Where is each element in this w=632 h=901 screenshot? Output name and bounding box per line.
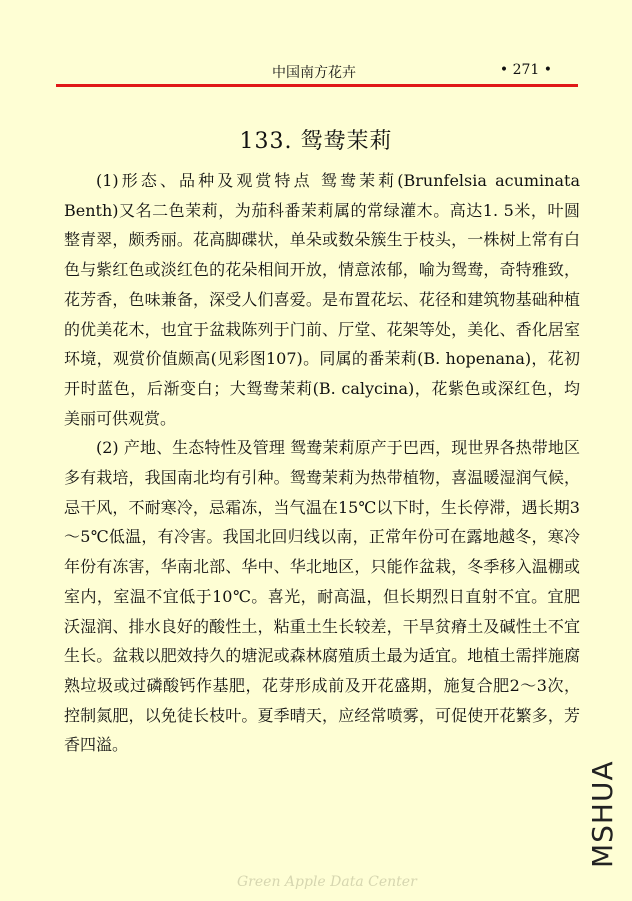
- paragraph-ecology: (2) 产地、生态特性及管理 鸳鸯茉莉原产于巴西，现世界各热带地区多有栽培，我国南北均有引种。鸳鸯茉莉为热带植物，喜温暖湿润气候，忌干风，不耐寒冷，忌霜冻，当气温在15℃以下时，生长停滞，遇长期3～5℃低温，有冷害。我国北回归线以南，正常年份可在露地越冬，寒冷年份有冻害，华南北部、华中、华北地区，只能作盆栽，冬季移入温棚或室内，室温不宜低于10℃。喜光，耐高温，但长期烈日直射不宜。宜肥沃湿润、排水良好的酸性土，粘重土生长较差，干旱贫瘠土及碱性土不宜生长。盆栽以肥效持久的塘泥或森林腐殖质土最为适宜。地植土需拌施腐熟垃圾或过磷酸钙作基肥，花芽形成前及开花盛期，施复合肥2～3次，控制氮肥，以免徒长枝叶。夏季晴天，应经常喷雾，可促使开花繁多，芳香四溢。: [64, 438, 580, 755]
- body-text: [64, 166, 580, 760]
- side-watermark: MSHUA: [586, 760, 619, 868]
- watermark: Green Apple Data Center: [237, 874, 417, 890]
- page-number: • 271 •: [499, 62, 552, 78]
- header-rule: [56, 84, 578, 87]
- book-title: 中国南方花卉: [272, 65, 356, 81]
- running-header: [58, 62, 576, 86]
- paragraph-morphology: (1)形态、品种及观赏特点 鸳鸯茉莉(Brunfelsia acuminata Benth)又名二色茉莉，为茄科番茉莉属的常绿灌木。高达1. 5米，叶圆整青翠，颇秀丽。花高脚碟状，单朵或数朵簇生于枝头，一株树上常有白色与紫红色或淡红色的花朵相间开放，情意浓郁，喻为鸳鸯，奇特雅致，花芳香，色味兼备，深受人们喜爱。是布置花坛、花径和建筑物基础种植的优美花木，也宜于盆栽陈列于门前、厅堂、花架等处，美化、香化居室环境，观赏价值颇高(见彩图107)。同属的番茉莉(B. hopenana)，花初开时蓝色，后渐变白；大鸳鸯茉莉(B. calycina)，花紫色或深红色，均美丽可供观赏。: [64, 171, 580, 428]
- section-heading: 133. 鸳鸯茉莉: [239, 129, 393, 154]
